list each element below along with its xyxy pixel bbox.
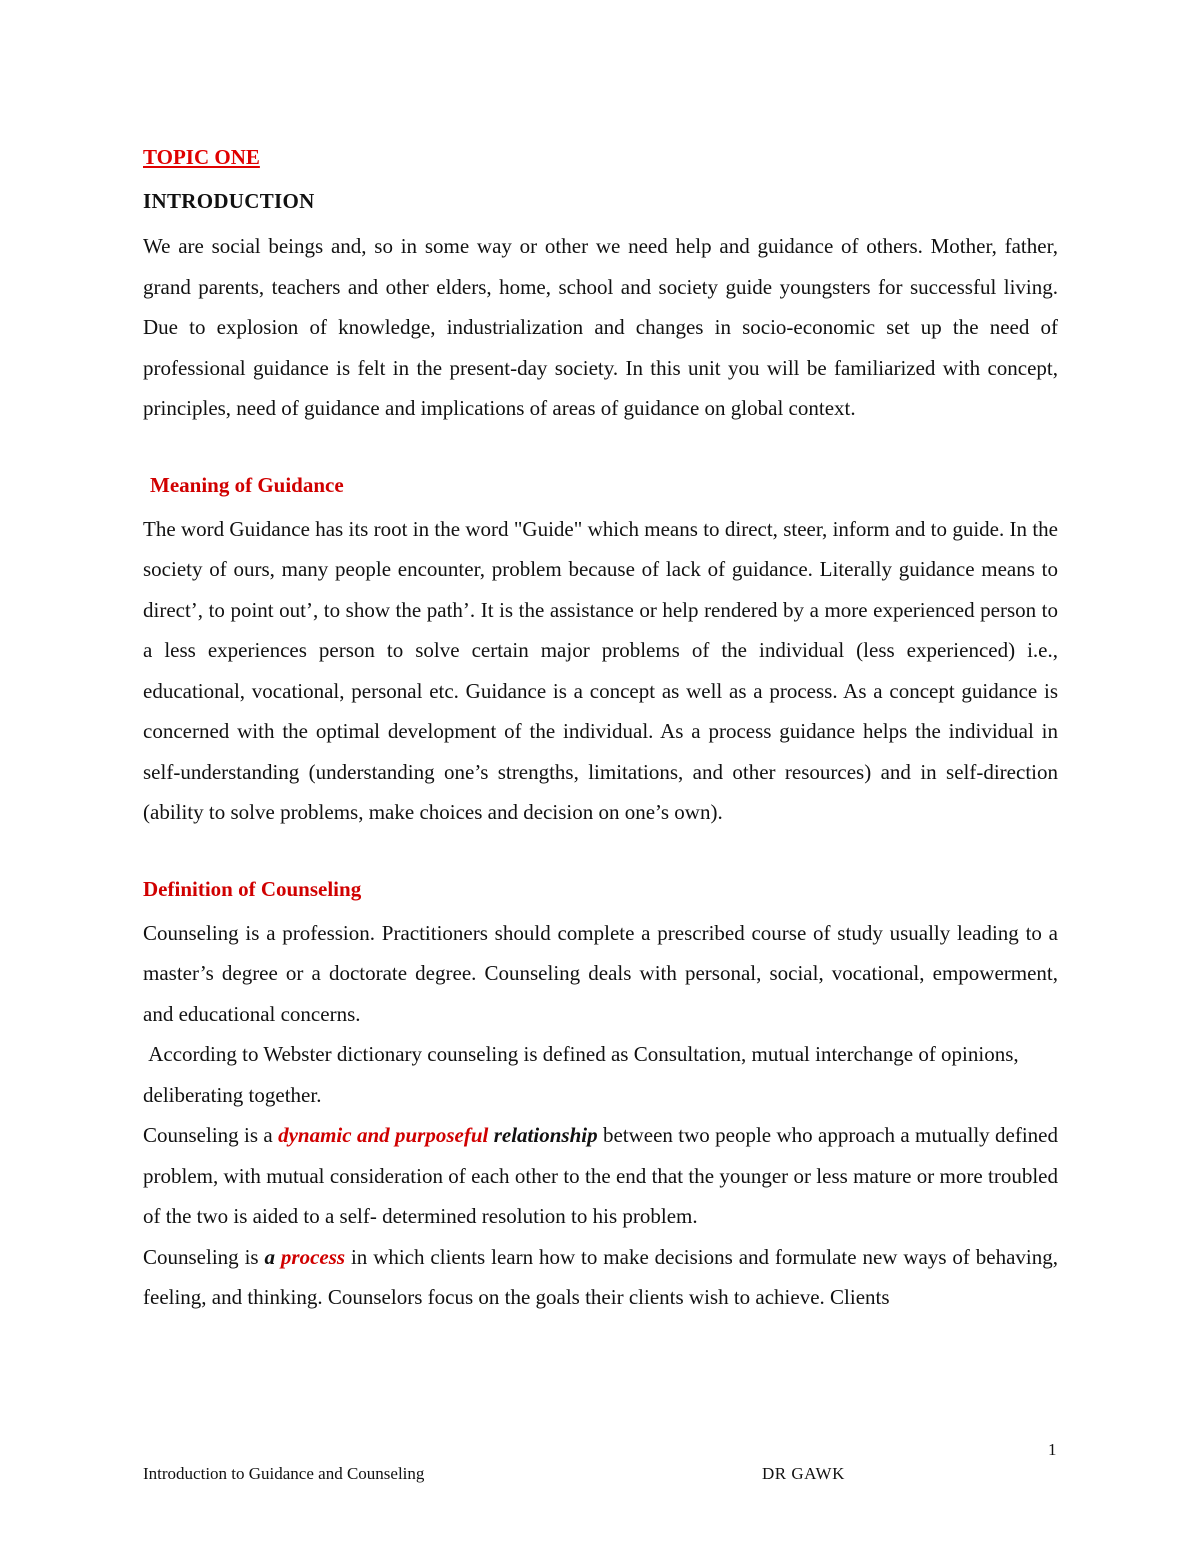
text-run: Counseling is a [143, 1123, 279, 1147]
emphasis-a: a [264, 1244, 275, 1269]
emphasis-relationship: relationship [493, 1123, 598, 1147]
page-content [143, 142, 1058, 1318]
meaning-of-guidance-paragraph: The word Guidance has its root in the word "Guide" which means to direct, steer, inform and to guide. In the society of ours, many people encounter, problem because of lack of guidance. Literally guidance means to direct’, to point out’, to show the path’. It is the assistance or help rendered by a more experienced person to a less experiences person to solve certain major problems of the individual (less experienced) i.e., educational, vocational, personal etc. Guidance is a concept as well as a process. As a concept guidance is concerned with the optimal development of the individual. As a process guidance helps the individual in self-understanding (understanding one’s strengths, limitations, and other resources) and in self-direction (ability to solve problems, make choices and decision on one’s own). [143, 516, 1058, 824]
webster-definition-paragraph: According to Webster dictionary counseling is defined as Consultation, mutual interchange of opinions, deliberating together. [143, 1042, 1024, 1107]
footer-author: DR GAWK [762, 1464, 845, 1483]
introduction-paragraph: We are social beings and, so in some way or other we need help and guidance of others. Mother, father, grand parents, teachers and other elders, home, school and society guide youngsters for successful living. Due to explosion of knowledge, industrialization and changes in socio-economic set up the need of professional guidance is felt in the present-day society. In this unit you will be familiarized with concept, principles, need of guidance and implications of areas of guidance on global context. [143, 234, 1058, 420]
section-spacer [143, 429, 1058, 469]
page-number: 1 [1048, 1440, 1057, 1459]
text-run: between two people who approach a mutually defined problem, with mutual consideration of each other to the end that the younger or less mature or more troubled of the two is aided to a self- determined resolution to his problem. [143, 1123, 1059, 1228]
topic-title: TOPIC ONE [143, 145, 260, 169]
counseling-profession-paragraph: Counseling is a profession. Practitioners should complete a prescribed course of study usually leading to a master’s degree or a doctorate degree. Counseling deals with personal, social, vocational, empowerment, and educational concerns. [143, 920, 1058, 1026]
text-run: in which clients learn how to make decisions and formulate new ways of behaving, feeling, and thinking. Counselors focus on the goals their clients wish to achieve. Clients [143, 1244, 1059, 1309]
highlight-process: process [280, 1244, 346, 1269]
text-run: Counseling is [143, 1244, 265, 1269]
introduction-heading: INTRODUCTION [143, 189, 315, 213]
counseling-process-paragraph [143, 1237, 1058, 1318]
counseling-relationship-paragraph [143, 1115, 1058, 1237]
definition-of-counseling-heading: Definition of Counseling [143, 876, 362, 901]
meaning-of-guidance-heading: Meaning of Guidance [150, 472, 344, 497]
highlight-dynamic-purposeful: dynamic and purposeful [278, 1123, 489, 1147]
section-spacer [143, 833, 1058, 873]
footer-document-title: Introduction to Guidance and Counseling [143, 1464, 425, 1483]
